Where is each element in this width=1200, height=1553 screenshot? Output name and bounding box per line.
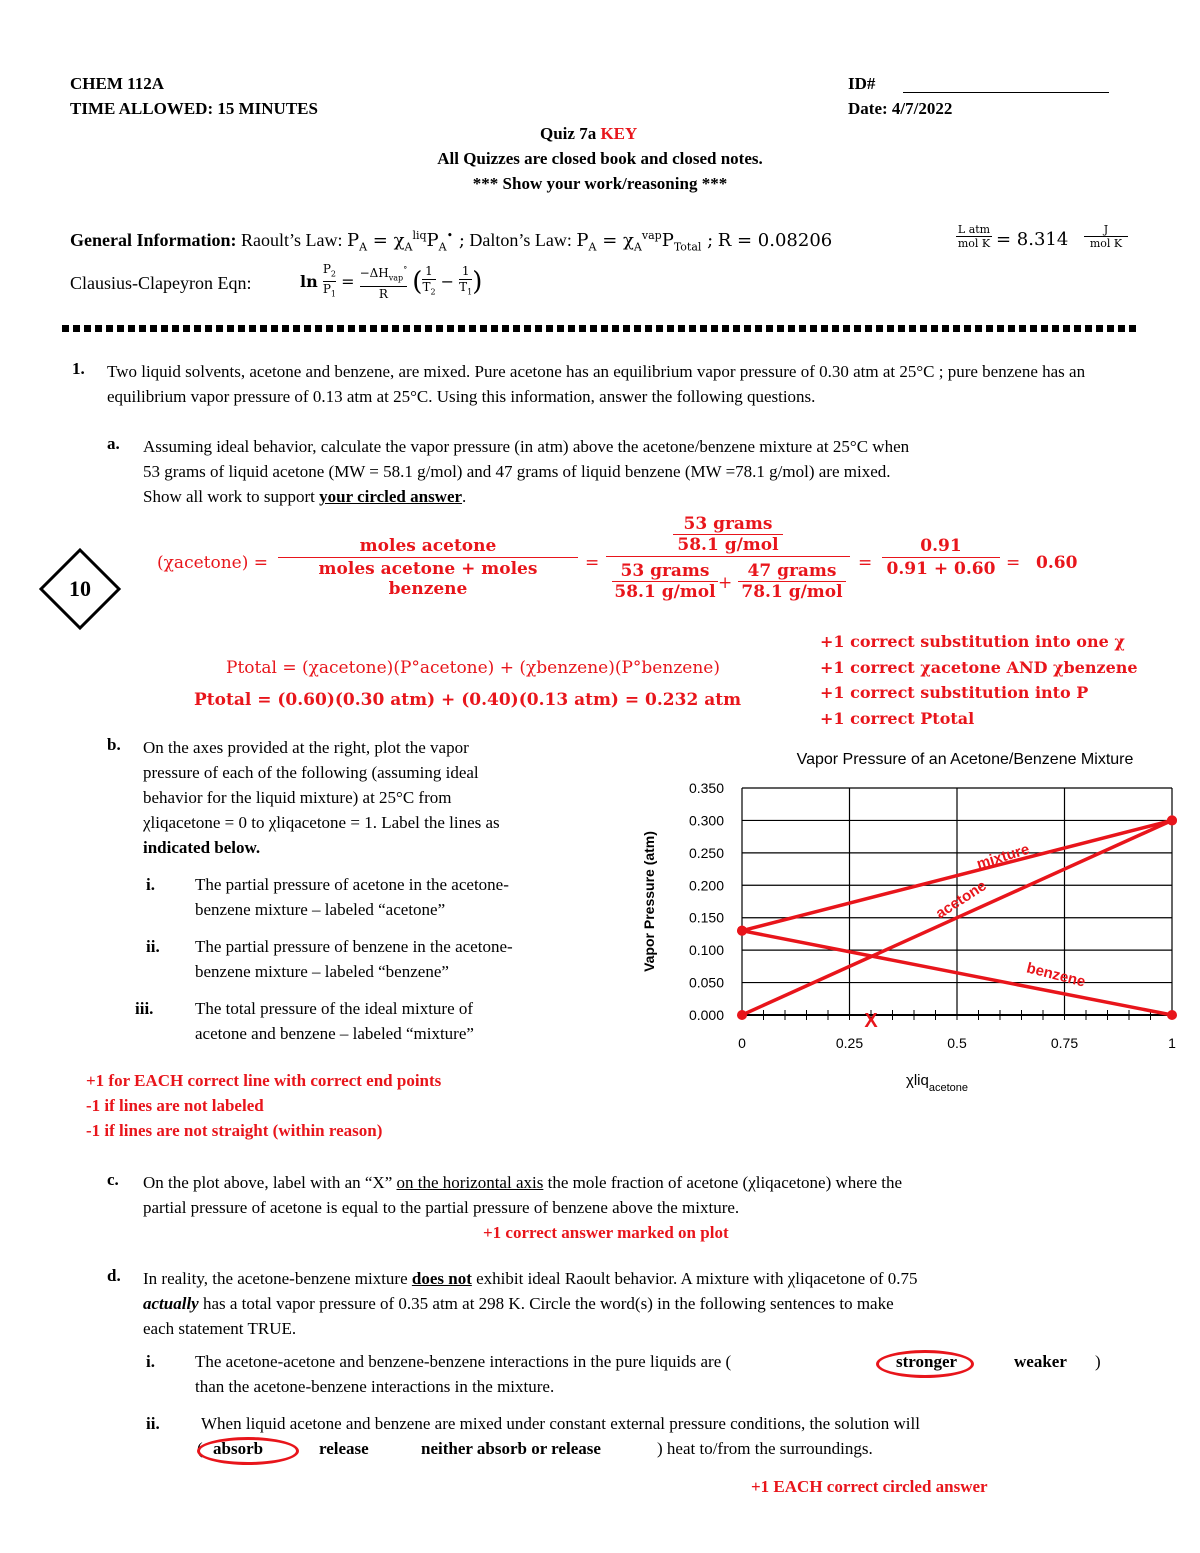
ptotal-calculation: Ptotal = (0.60)(0.30 atm) + (0.40)(0.13 atm) = 0.232 atm bbox=[194, 690, 742, 710]
fraction-grams-top bbox=[606, 514, 850, 557]
item-iii-num: iii. bbox=[135, 999, 154, 1018]
part-a-underlined: your circled answer bbox=[319, 487, 463, 506]
fraction-numeric-den: 0.91 + 0.60 bbox=[886, 559, 996, 579]
part-a-line-3 bbox=[143, 484, 909, 509]
score-badge bbox=[38, 547, 122, 631]
gas-constant: R = 0.08206 bbox=[717, 230, 833, 251]
general-info-label: General Information: bbox=[70, 230, 237, 250]
mole-fraction-result: 0.60 bbox=[1036, 553, 1078, 573]
clausius-label: Clausius-Clapeyron Eqn: bbox=[70, 273, 252, 293]
x-tick-label: 0.5 bbox=[947, 1035, 967, 1051]
fraction-grams bbox=[606, 514, 850, 605]
fraction-grams-bottom bbox=[606, 557, 850, 605]
part-c-line-1 bbox=[143, 1170, 902, 1195]
vapor-pressure-chart bbox=[620, 740, 1190, 1100]
part-a-rubric bbox=[820, 629, 1138, 731]
part-b-line-4: χliqacetone = 0 to χliqacetone = 1. Label the lines as bbox=[143, 813, 500, 832]
series-label-acetone: acetone bbox=[932, 877, 990, 923]
part-d-i-num: i. bbox=[146, 1352, 155, 1371]
x-tick-label: 0.75 bbox=[1050, 1035, 1079, 1051]
circle-stronger bbox=[876, 1350, 974, 1378]
gas-constant-2: = 8.314 bbox=[996, 229, 1069, 250]
part-c-text-1b: the mole fraction of acetone (χliqacetone) where the bbox=[547, 1173, 903, 1192]
ptotal-formula: Ptotal = (χacetone)(P°acetone) + (χbenzene)(P°benzene) bbox=[226, 658, 720, 678]
part-d-text-2b: has a total vapor pressure of 0.35 atm at 298 K. Circle the word(s) in the following sentences to make bbox=[202, 1294, 894, 1313]
y-tick-label: 0.150 bbox=[688, 909, 724, 926]
d2-num: 47 grams bbox=[738, 561, 846, 582]
big-num-top: 53 grams bbox=[683, 514, 773, 534]
y-tick-label: 0.250 bbox=[688, 844, 724, 861]
part-d-i-close: ) bbox=[1095, 1352, 1101, 1371]
series-label-mixture: mixture bbox=[974, 840, 1032, 873]
option-neither: neither absorb or release bbox=[421, 1439, 601, 1458]
d1-den: 58.1 g/mol bbox=[614, 582, 716, 602]
r-unit-1-num: L atm bbox=[957, 223, 991, 236]
part-d-line-1 bbox=[143, 1266, 918, 1291]
part-d-actually: actually bbox=[143, 1294, 199, 1313]
series-label-benzene: benzene bbox=[1024, 959, 1088, 991]
part-c-line-2: partial pressure of acetone is equal to the partial pressure of benzene above the mixture. bbox=[143, 1198, 740, 1217]
series-endpoint-acetone bbox=[1167, 815, 1177, 825]
equals-4: = bbox=[1006, 553, 1021, 573]
part-d-label: d. bbox=[107, 1266, 121, 1285]
y-tick-label: 0.050 bbox=[688, 974, 724, 991]
part-d-ii-open: ( bbox=[197, 1439, 203, 1458]
r-unit-2 bbox=[1084, 223, 1128, 250]
part-a-period: . bbox=[462, 487, 467, 506]
part-b-line-3: behavior for the liquid mixture) at 25°C from bbox=[143, 788, 452, 807]
part-c-label: c. bbox=[107, 1170, 119, 1189]
equals-3: = bbox=[858, 553, 873, 573]
y-tick-label: 0.100 bbox=[688, 942, 724, 959]
part-d-line-2 bbox=[143, 1291, 918, 1316]
rubric-b-3: -1 if lines are not straight (within reason) bbox=[86, 1121, 383, 1140]
y-tick-label: 0.300 bbox=[688, 812, 724, 829]
fraction-moles-den: moles acetone + moles benzene bbox=[318, 559, 538, 599]
r-unit-1-den: mol K bbox=[957, 237, 991, 250]
quiz-title bbox=[540, 124, 637, 144]
x-tick-label: 1 bbox=[1168, 1035, 1176, 1051]
item-ii-line-2: benzene mixture – labeled “benzene” bbox=[195, 962, 449, 981]
show-work-note: *** Show your work/reasoning *** bbox=[472, 174, 728, 193]
part-d-text-1b: exhibit ideal Raoult behavior. A mixture with χliqacetone of 0.75 bbox=[476, 1269, 918, 1288]
x-axis-label: χliq$_{acetone}$ bbox=[905, 1072, 969, 1094]
closed-book-rule: All Quizzes are closed book and closed notes. bbox=[437, 149, 763, 168]
part-b-rubric bbox=[86, 1068, 441, 1143]
part-c-text bbox=[143, 1170, 902, 1220]
d2 bbox=[738, 561, 846, 602]
dalton-label: Dalton’s Law: bbox=[469, 230, 572, 250]
part-d-ii-close: ) heat to/from the surroundings. bbox=[657, 1439, 873, 1458]
section-divider bbox=[62, 325, 1137, 332]
item-i-text bbox=[195, 872, 509, 922]
part-d-ii-num: ii. bbox=[146, 1414, 160, 1433]
part-d-rubric: +1 EACH correct circled answer bbox=[751, 1477, 988, 1496]
fraction-moles-numeric bbox=[882, 536, 1000, 579]
part-d-ii-text: When liquid acetone and benzene are mixed under constant external pressure conditions, the solution will bbox=[201, 1414, 920, 1433]
rubric-b-2: -1 if lines are not labeled bbox=[86, 1096, 264, 1115]
y-axis-label: Vapor Pressure (atm) bbox=[641, 831, 657, 972]
time-allowed: TIME ALLOWED: 15 MINUTES bbox=[70, 99, 318, 118]
chi-acetone-label: (χacetone) = bbox=[157, 553, 269, 573]
d2-den: 78.1 g/mol bbox=[741, 582, 843, 602]
circle-absorb bbox=[197, 1437, 299, 1465]
option-stronger: stronger bbox=[896, 1352, 958, 1371]
part-b-line-5: indicated below. bbox=[143, 838, 261, 857]
part-b-text bbox=[143, 735, 500, 860]
y-tick-label: 0.000 bbox=[688, 1007, 724, 1023]
x-tick-label: 0 bbox=[738, 1035, 746, 1051]
part-a-label: a. bbox=[107, 434, 120, 453]
part-c-text-1a: On the plot above, label with an “X” bbox=[143, 1173, 393, 1192]
equal-pressure-x-mark: X bbox=[864, 1010, 878, 1032]
series-endpoint-benzene bbox=[737, 926, 747, 936]
item-ii-line-1: The partial pressure of benzene in the acetone- bbox=[195, 937, 513, 956]
part-d-line-3: each statement TRUE. bbox=[143, 1319, 297, 1338]
option-weaker: weaker bbox=[1014, 1352, 1067, 1371]
rubric-a-2: +1 correct χacetone AND χbenzene bbox=[820, 657, 1138, 677]
chart-title: Vapor Pressure of an Acetone/Benzene Mixture bbox=[796, 751, 1134, 768]
series-endpoint-benzene bbox=[1167, 1010, 1177, 1020]
item-ii-num: ii. bbox=[146, 937, 160, 956]
x-tick-label: 0.25 bbox=[835, 1035, 864, 1051]
big-num-bot: 58.1 g/mol bbox=[673, 534, 782, 555]
dalton-equation: $P_A = \chi_A^{vap}P_{Total}$ ; bbox=[576, 229, 714, 254]
fraction-numeric-num: 0.91 bbox=[882, 536, 1000, 558]
date-label: Date: 4/7/2022 bbox=[848, 99, 953, 118]
part-d-text bbox=[143, 1266, 918, 1341]
part-c-underlined: on the horizontal axis bbox=[396, 1173, 544, 1192]
course-name: CHEM 112A bbox=[70, 74, 164, 93]
id-label: ID# bbox=[848, 74, 876, 93]
d1-num: 53 grams bbox=[612, 561, 718, 582]
item-i-num: i. bbox=[146, 875, 155, 894]
rubric-b-1: +1 for EACH correct line with correct end points bbox=[86, 1071, 442, 1090]
key-label: KEY bbox=[600, 124, 638, 143]
question-intro: Two liquid solvents, acetone and benzene, are mixed. Pure acetone has an equilibrium vapor pressure of 0.30 atm at 25°C ; pure benzene has an equilibrium vapor pressure of 0.13 atm at 25°C. Using this information, answer the following questions. bbox=[107, 362, 1086, 406]
item-iii-text bbox=[195, 996, 474, 1046]
id-blank-line bbox=[903, 92, 1109, 93]
item-iii-line-1: The total pressure of the ideal mixture of bbox=[195, 999, 474, 1018]
clausius-equation: ln $\frac{P_2}{P_1}$ = $-\Delta H_{vap}^\circ$ R ( $\frac{1}{T_2}$ − $\frac{1}{T_1}$ ) bbox=[300, 262, 483, 301]
part-a-line-2: 53 grams of liquid acetone (MW = 58.1 g/mol) and 47 grams of liquid benzene (MW =78.1 g/mol) are mixed. bbox=[143, 462, 891, 481]
part-c-rubric: +1 correct answer marked on plot bbox=[483, 1223, 729, 1242]
y-tick-label: 0.200 bbox=[688, 877, 724, 894]
rubric-a-3: +1 correct substitution into P bbox=[820, 683, 1089, 702]
part-a-text bbox=[143, 434, 909, 509]
rubric-a-1: +1 correct substitution into one χ bbox=[820, 632, 1125, 651]
part-a-line-1: Assuming ideal behavior, calculate the vapor pressure (in atm) above the acetone/benzene mixture at 25°C when bbox=[143, 437, 910, 456]
plus-sign: + bbox=[718, 573, 733, 593]
quiz-title-text: Quiz 7a bbox=[540, 124, 597, 143]
part-b-line-2: pressure of each of the following (assuming ideal bbox=[143, 763, 479, 782]
item-iii-line-2: acetone and benzene – labeled “mixture” bbox=[195, 1024, 474, 1043]
part-b-line-1: On the axes provided at the right, plot the vapor bbox=[143, 738, 469, 757]
raoult-equation: $P_A = \chi_A^{liq}P_A^•$ ; bbox=[346, 229, 465, 254]
general-info-line bbox=[70, 229, 832, 254]
item-ii-text bbox=[195, 934, 513, 984]
option-release: release bbox=[319, 1439, 369, 1458]
rubric-a-4: +1 correct Ptotal bbox=[820, 708, 975, 728]
r-unit-2-num: J bbox=[1084, 223, 1128, 237]
option-absorb: absorb bbox=[213, 1439, 264, 1458]
score-value: 10 bbox=[69, 576, 91, 601]
part-a-line-3-text: Show all work to support bbox=[143, 487, 315, 506]
r-unit-2-den: mol K bbox=[1089, 237, 1123, 250]
series-endpoint-acetone bbox=[737, 1010, 747, 1020]
part-d-underlined: does not bbox=[411, 1269, 472, 1288]
item-i-line-2: benzene mixture – labeled “acetone” bbox=[195, 900, 446, 919]
part-d-i-line-2: than the acetone-benzene interactions in the mixture. bbox=[195, 1377, 555, 1396]
part-d-text-1a: In reality, the acetone-benzene mixture bbox=[143, 1269, 408, 1288]
part-d-i-text: The acetone-acetone and benzene-benzene interactions in the pure liquids are ( bbox=[195, 1352, 732, 1371]
y-tick-label: 0.350 bbox=[688, 780, 724, 796]
question-number: 1. bbox=[72, 359, 85, 378]
part-b-label: b. bbox=[107, 735, 121, 754]
raoult-label: Raoult’s Law: bbox=[240, 230, 343, 250]
fraction-moles bbox=[278, 536, 578, 599]
d1 bbox=[612, 561, 718, 602]
item-i-line-1: The partial pressure of acetone in the acetone- bbox=[195, 875, 509, 894]
equals-2: = bbox=[585, 553, 600, 573]
fraction-moles-num: moles acetone bbox=[278, 536, 578, 558]
r-unit-1 bbox=[956, 223, 992, 250]
